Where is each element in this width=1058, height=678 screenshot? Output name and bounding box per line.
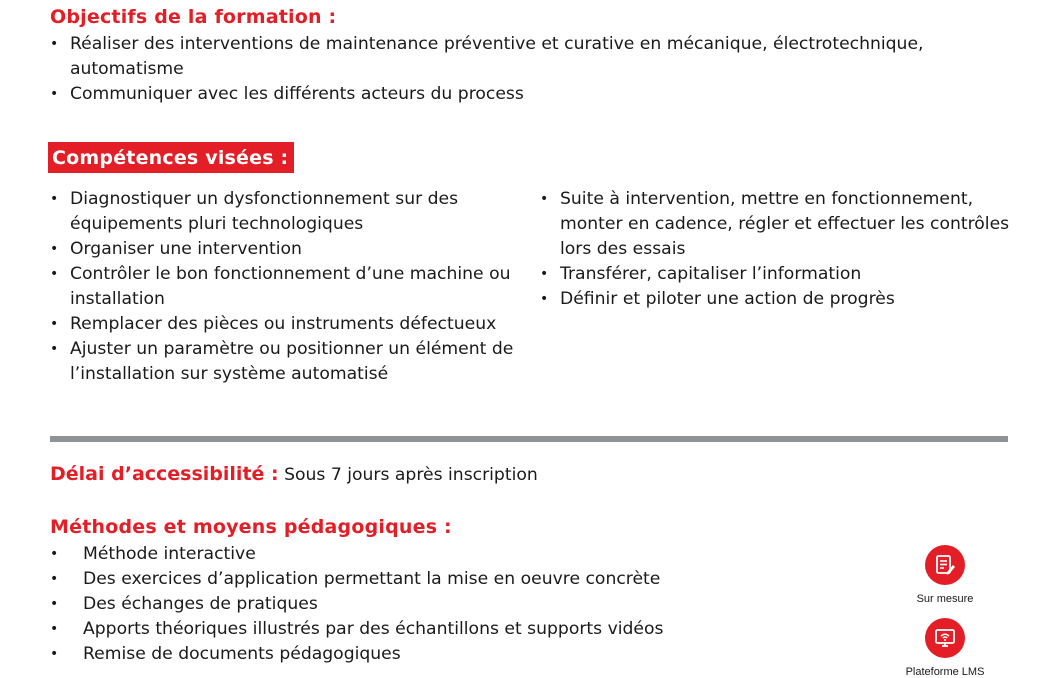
list-item: • Remise de documents pédagogiques [50, 642, 870, 667]
list-item: • Définir et piloter une action de progrès [540, 287, 1010, 312]
list-item: • Méthode interactive [50, 542, 870, 567]
badge-caption: Sur mesure [916, 593, 974, 605]
list-item: • Des échanges de pratiques [50, 592, 870, 617]
list-item: • Ajuster un paramètre ou positionner un élément de l’installation sur système automatisé [50, 337, 530, 387]
list-item: • Diagnostiquer un dysfonctionnement sur des équipements pluri technologiques [50, 187, 530, 237]
badge-caption: Plateforme LMS [905, 666, 985, 678]
list-item: • Des exercices d’application permettant la mise en oeuvre concrète [50, 567, 870, 592]
methodes-heading: Méthodes et moyens pédagogiques : [50, 516, 452, 538]
list-item: • Communiquer avec les différents acteurs du process [50, 82, 1010, 107]
list-item: • Apports théoriques illustrés par des échantillons et supports vidéos [50, 617, 870, 642]
competences-left-list [50, 187, 530, 387]
badge-plateforme-lms [885, 618, 1005, 678]
list-item: • Transférer, capitaliser l’information [540, 262, 1010, 287]
list-item: • Organiser une intervention [50, 237, 530, 262]
list-item: • Contrôler le bon fonctionnement d’une machine ou installation [50, 262, 530, 312]
objectifs-list [50, 32, 1010, 107]
badge-sur-mesure [885, 545, 1005, 605]
section-divider [50, 436, 1008, 442]
list-item: • Remplacer des pièces ou instruments défectueux [50, 312, 530, 337]
screen-wifi-icon [925, 618, 965, 658]
delai-value: Sous 7 jours après inscription [284, 465, 538, 485]
competences-right-list [540, 187, 1010, 312]
competences-heading: Compétences visées : [48, 142, 294, 173]
list-item: • Réaliser des interventions de maintenance préventive et curative en mécanique, électrotechnique, automatisme [50, 32, 1010, 82]
methodes-list [50, 542, 870, 667]
delai-row [50, 463, 538, 485]
objectifs-heading: Objectifs de la formation : [50, 6, 337, 28]
delai-label: Délai d’accessibilité : [50, 463, 279, 485]
document-edit-icon [925, 545, 965, 585]
list-item: • Suite à intervention, mettre en fonctionnement, monter en cadence, régler et effectuer les contrôles lors des essais [540, 187, 1010, 262]
